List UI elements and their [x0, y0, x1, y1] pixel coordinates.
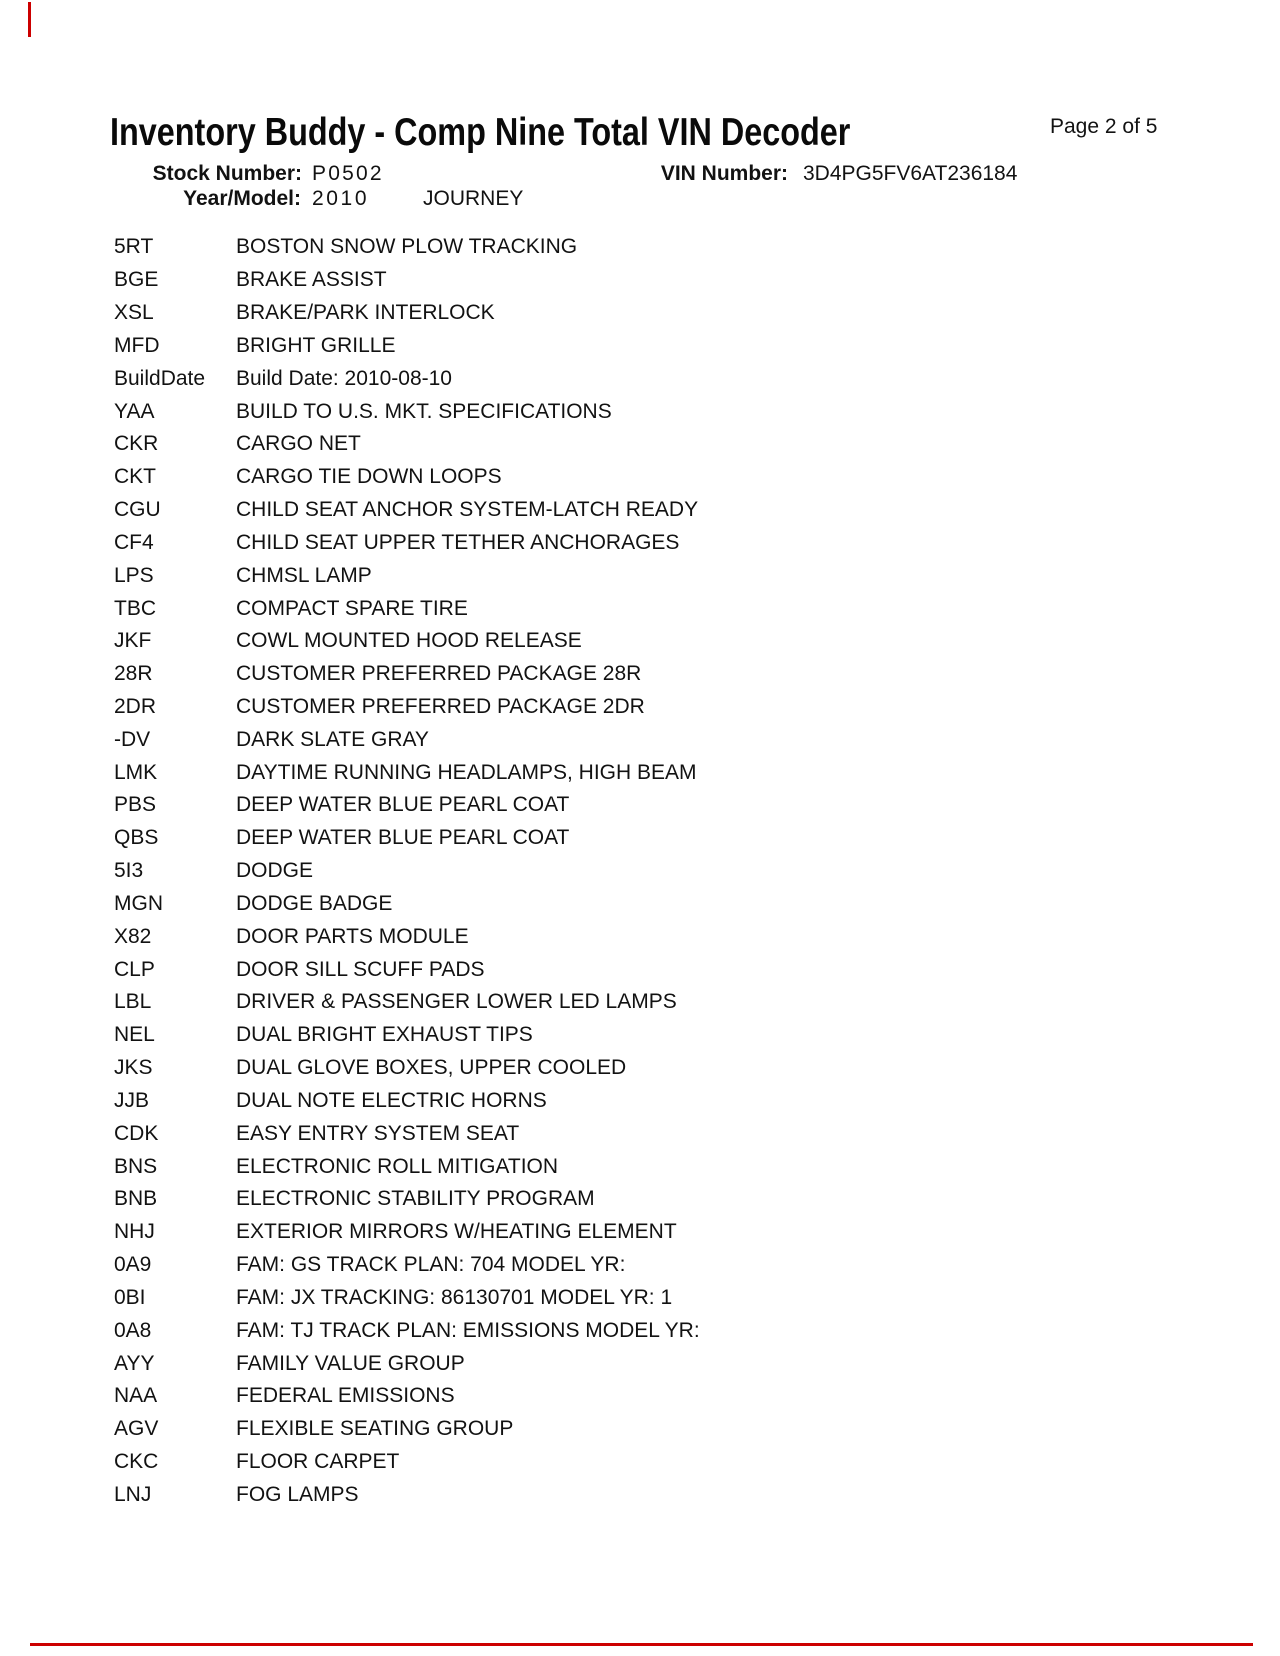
option-row: [0, 855, 1280, 888]
option-description: DEEP WATER BLUE PEARL COAT: [236, 793, 570, 817]
option-description: FEDERAL EMISSIONS: [236, 1384, 455, 1408]
vin-number-value: 3D4PG5FV6AT236184: [803, 162, 1018, 185]
option-description: CHILD SEAT UPPER TETHER ANCHORAGES: [236, 530, 680, 554]
option-code: MGN: [114, 891, 163, 915]
option-row: [0, 1085, 1280, 1118]
option-row: [0, 494, 1280, 527]
option-code: 28R: [114, 662, 153, 686]
option-description: FLEXIBLE SEATING GROUP: [236, 1417, 514, 1441]
option-code: LBL: [114, 990, 152, 1014]
model-value: JOURNEY: [423, 187, 524, 210]
option-code: YAA: [114, 399, 155, 423]
option-row: [0, 264, 1280, 297]
option-row: [0, 1478, 1280, 1511]
option-code: XSL: [114, 301, 154, 325]
option-description: COMPACT SPARE TIRE: [236, 596, 468, 620]
option-code: 0A9: [114, 1253, 152, 1277]
option-code: CKC: [114, 1450, 159, 1474]
option-row: [0, 395, 1280, 428]
option-description: BRAKE/PARK INTERLOCK: [236, 301, 495, 325]
option-code: TBC: [114, 596, 156, 620]
option-row: [0, 1380, 1280, 1413]
option-description: DARK SLATE GRAY: [236, 727, 429, 751]
option-code: 0A8: [114, 1318, 152, 1342]
option-row: [0, 559, 1280, 592]
option-description: CHILD SEAT ANCHOR SYSTEM-LATCH READY: [236, 498, 699, 522]
option-row: [0, 1216, 1280, 1249]
option-description: FLOOR CARPET: [236, 1450, 400, 1474]
option-description: DUAL GLOVE BOXES, UPPER COOLED: [236, 1056, 627, 1080]
option-row: [0, 658, 1280, 691]
option-row: [0, 1446, 1280, 1479]
option-code: -DV: [114, 727, 151, 751]
option-code: QBS: [114, 826, 159, 850]
option-row: [0, 953, 1280, 986]
option-row: [0, 822, 1280, 855]
vin-number-label: VIN Number:: [660, 162, 788, 185]
option-code: LNJ: [114, 1482, 152, 1506]
option-row: [0, 1282, 1280, 1315]
option-code: 5RT: [114, 235, 154, 259]
option-row: [0, 1314, 1280, 1347]
red-table-border-bottom: [30, 1643, 1253, 1646]
option-description: CHMSL LAMP: [236, 563, 372, 587]
option-description: COWL MOUNTED HOOD RELEASE: [236, 629, 582, 653]
option-row: [0, 1183, 1280, 1216]
option-description: CUSTOMER PREFERRED PACKAGE 2DR: [236, 695, 645, 718]
page-indicator: Page 2 of 5: [1050, 115, 1158, 138]
option-description: DAYTIME RUNNING HEADLAMPS, HIGH BEAM: [236, 760, 697, 784]
year-value: 2010: [312, 187, 370, 210]
option-row: [0, 231, 1280, 264]
option-code: JKS: [114, 1056, 153, 1080]
option-code: MFD: [114, 333, 160, 357]
option-row: [0, 362, 1280, 395]
option-description: CUSTOMER PREFERRED PACKAGE 28R: [236, 662, 642, 686]
red-table-border-top-left: [28, 2, 31, 37]
option-row: [0, 1249, 1280, 1282]
option-code: JJB: [114, 1088, 150, 1112]
option-description: CARGO TIE DOWN LOOPS: [236, 465, 502, 489]
option-description: FOG LAMPS: [236, 1482, 359, 1506]
option-description: BRIGHT GRILLE: [236, 333, 396, 357]
option-description: CARGO NET: [236, 432, 361, 456]
option-description: ELECTRONIC ROLL MITIGATION: [236, 1154, 559, 1178]
option-code: BNS: [114, 1154, 158, 1178]
option-row: [0, 723, 1280, 756]
option-code: CDK: [114, 1121, 159, 1145]
option-code: AGV: [114, 1417, 159, 1441]
option-row: [0, 1052, 1280, 1085]
option-description: DUAL NOTE ELECTRIC HORNS: [236, 1088, 547, 1112]
option-code: CKR: [114, 432, 159, 456]
option-description: EASY ENTRY SYSTEM SEAT: [236, 1121, 520, 1145]
option-row: [0, 625, 1280, 658]
option-code: BNB: [114, 1187, 158, 1211]
option-description: DODGE BADGE: [236, 891, 393, 915]
option-code: NEL: [114, 1023, 155, 1047]
option-code: 5I3: [114, 859, 144, 883]
option-row: [0, 1150, 1280, 1183]
option-row: [0, 1117, 1280, 1150]
option-code: NHJ: [114, 1220, 155, 1244]
option-description: DEEP WATER BLUE PEARL COAT: [236, 826, 570, 850]
option-code: X82: [114, 924, 152, 948]
option-code: 0BI: [114, 1285, 146, 1309]
option-row: [0, 329, 1280, 362]
option-description: BUILD TO U.S. MKT. SPECIFICATIONS: [236, 399, 612, 423]
option-code: NAA: [114, 1384, 158, 1408]
stock-number-label: Stock Number:: [152, 162, 302, 185]
option-code: 2DR: [114, 695, 157, 718]
option-description: Build Date: 2010-08-10: [236, 366, 452, 390]
option-code: JKF: [114, 629, 152, 653]
option-description: DRIVER & PASSENGER LOWER LED LAMPS: [236, 990, 677, 1014]
option-row: [0, 888, 1280, 921]
option-row: [0, 461, 1280, 494]
option-description: BRAKE ASSIST: [236, 268, 387, 292]
year-model-label: Year/Model:: [183, 187, 301, 210]
option-description: DOOR PARTS MODULE: [236, 924, 469, 948]
option-row: [0, 986, 1280, 1019]
option-description: DODGE: [236, 859, 314, 883]
option-row: [0, 428, 1280, 461]
option-description: FAMILY VALUE GROUP: [236, 1351, 465, 1375]
option-code: PBS: [114, 793, 157, 817]
option-code: AYY: [114, 1351, 155, 1375]
option-code: LMK: [114, 760, 158, 784]
option-row: [0, 1413, 1280, 1446]
option-description: EXTERIOR MIRRORS W/HEATING ELEMENT: [236, 1220, 677, 1244]
option-code: CLP: [114, 957, 155, 981]
option-row: [0, 1347, 1280, 1380]
option-row: [0, 756, 1280, 789]
option-description: FAM: JX TRACKING: 86130701 MODEL YR: 1: [236, 1285, 673, 1309]
option-description: FAM: TJ TRACK PLAN: EMISSIONS MODEL YR:: [236, 1318, 700, 1342]
options-table: [0, 231, 1280, 1511]
option-row: [0, 1019, 1280, 1052]
option-description: ELECTRONIC STABILITY PROGRAM: [236, 1187, 595, 1211]
option-row: [0, 297, 1280, 330]
page-title: Inventory Buddy - Comp Nine Total VIN Decoder: [110, 111, 851, 154]
option-description: FAM: GS TRACK PLAN: 704 MODEL YR:: [236, 1253, 626, 1277]
option-code: BGE: [114, 268, 159, 292]
option-code: LPS: [114, 563, 154, 587]
option-code: CGU: [114, 498, 161, 522]
option-row: [0, 920, 1280, 953]
option-row: [0, 789, 1280, 822]
stock-number-value: P0502: [312, 162, 384, 185]
option-code: CF4: [114, 530, 154, 554]
option-description: DUAL BRIGHT EXHAUST TIPS: [236, 1023, 533, 1047]
option-description: DOOR SILL SCUFF PADS: [236, 957, 485, 981]
option-description: BOSTON SNOW PLOW TRACKING: [236, 235, 578, 259]
option-row: [0, 526, 1280, 559]
option-code: CKT: [114, 465, 156, 489]
option-row: [0, 592, 1280, 625]
option-code: BuildDate: [114, 366, 206, 390]
option-row: [0, 691, 1280, 724]
